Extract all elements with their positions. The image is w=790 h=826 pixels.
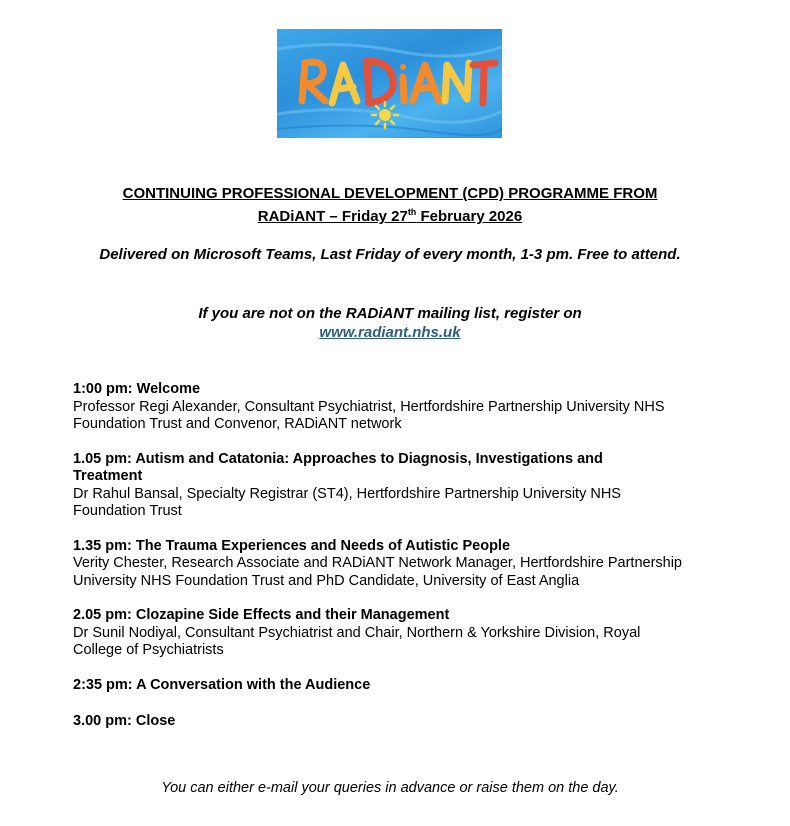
agenda-item-title: 1.05 pm: Autism and Catatonia: Approaches to Diagnosis, Investigations and Treatment (73, 450, 603, 484)
agenda-item-speaker: Verity Chester, Research Associate and RADiANT Network Manager, Hertfordshire Partnership University NHS Foundation Trust and PhD Candidate, University of East Anglia (73, 555, 682, 589)
agenda-item-title: 2:35 pm: A Conversation with the Audience (73, 676, 371, 693)
agenda-item-trauma (73, 538, 733, 591)
heading-date-month: February 2026 (416, 208, 523, 225)
register-text: If you are not on the RADiANT mailing list, register on (198, 305, 582, 322)
agenda-item-speaker: Dr Sunil Nodiyal, Consultant Psychiatrist and Chair, Northern & Yorkshire Division, Royal College of Psychiatrists (73, 624, 641, 658)
sun-icon (372, 102, 398, 128)
radiant-logo-artwork (277, 29, 502, 138)
agenda-list (73, 381, 733, 731)
radiant-logo (277, 29, 502, 138)
agenda-item-catatonia (73, 451, 733, 521)
agenda-item-title: 1:00 pm: Welcome (73, 381, 201, 397)
programme-heading (60, 184, 720, 226)
agenda-item-speaker: Professor Regi Alexander, Consultant Psychiatrist, Hertfordshire Partnership University NHS Foundation Trust and Convenor, RADiANT network (73, 398, 665, 432)
footer-note: You can either e-mail your queries in advance or raise them on the day. (161, 780, 619, 796)
heading-line-1: CONTINUING PROFESSIONAL DEVELOPMENT (CPD) PROGRAMME FROM (122, 185, 658, 202)
agenda-item-clozapine (73, 607, 733, 660)
delivery-info: Delivered on Microsoft Teams, Last Friday of every month, 1-3 pm. Free to attend. (99, 246, 681, 263)
heading-date-suffix: th (407, 207, 417, 217)
agenda-item-close (73, 713, 733, 731)
register-info (60, 304, 720, 342)
agenda-item-title: 3.00 pm: Close (73, 713, 176, 729)
agenda-item-conversation (73, 677, 733, 695)
agenda-item-speaker: Dr Rahul Bansal, Specialty Registrar (ST4), Hertfordshire Partnership University NHS Foundation Trust (73, 485, 621, 519)
agenda-item-welcome (73, 381, 733, 434)
heading-date-prefix: RADiANT – Friday 27 (257, 208, 408, 225)
heading-line-2 (60, 203, 720, 226)
agenda-item-title: 2.05 pm: Clozapine Side Effects and their Management (73, 607, 450, 623)
agenda-item-title: 1.35 pm: The Trauma Experiences and Needs of Autistic People (73, 537, 511, 554)
radiant-website-link[interactable]: www.radiant.nhs.uk (319, 324, 461, 341)
